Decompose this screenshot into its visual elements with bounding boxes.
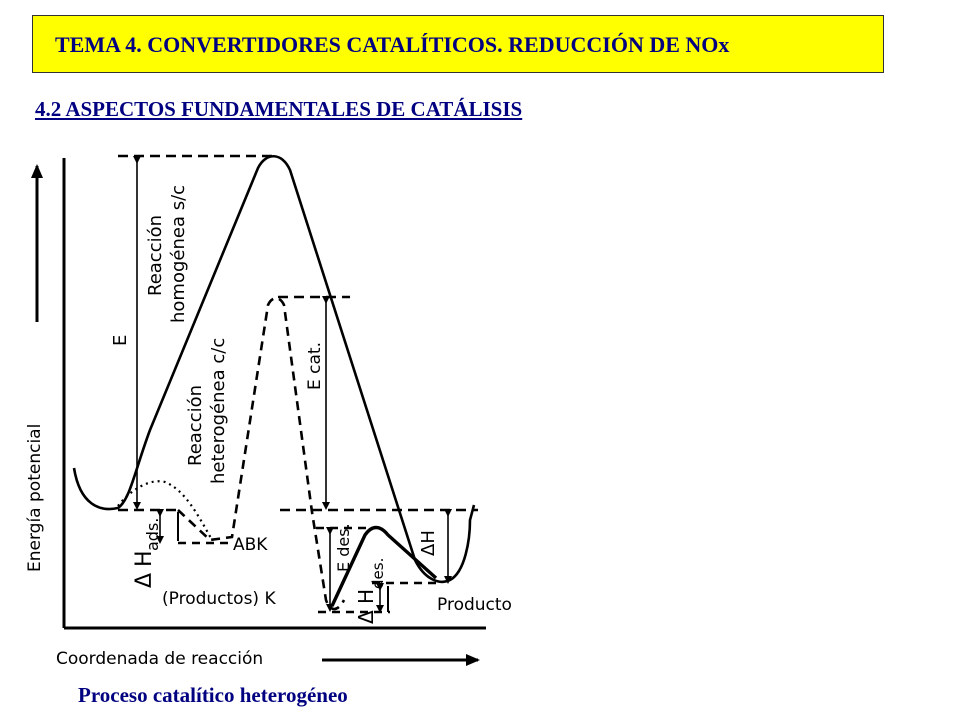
y-axis-label: Energía potencial <box>25 423 45 572</box>
H-des-H: H <box>354 588 378 604</box>
delta-H-label: ΔH <box>418 530 439 556</box>
x-axis-label: Coordenada de reacción <box>56 649 264 669</box>
H-des-subscript: des. <box>369 557 387 589</box>
adsorption-dotted-curve <box>118 481 212 540</box>
E-des-label: E des. <box>334 523 353 572</box>
figure-caption: Proceso catalítico heterogéneo <box>78 683 348 707</box>
H-ads-subscript: ads. <box>143 517 162 551</box>
section-subtitle: 4.2 ASPECTOS FUNDAMENTALES DE CATÁLISIS <box>35 97 523 121</box>
ABK-label: ABK <box>233 535 268 555</box>
H-ads-delta-symbol: Δ <box>132 572 157 588</box>
homogeneous-label-line1: Reacción <box>145 214 166 296</box>
E-cat-label: E cat. <box>305 342 325 390</box>
homogeneous-label-line2: homogénea s/c <box>168 184 189 323</box>
H-ads-H: H <box>132 550 157 567</box>
producto-label: Producto <box>437 595 512 615</box>
homogeneous-curve <box>74 156 474 582</box>
E-label: E <box>110 334 131 346</box>
heterogeneous-label-line2: heterogénea c/c <box>208 337 229 484</box>
slide-title: TEMA 4. CONVERTIDORES CATALÍTICOS. REDUCCIÓN DE NOx <box>55 32 730 57</box>
H-des-delta-symbol: Δ <box>354 610 378 624</box>
products-k-label: (Productos) K <box>162 589 276 609</box>
heterogeneous-label-line1: Reacción <box>185 384 206 466</box>
